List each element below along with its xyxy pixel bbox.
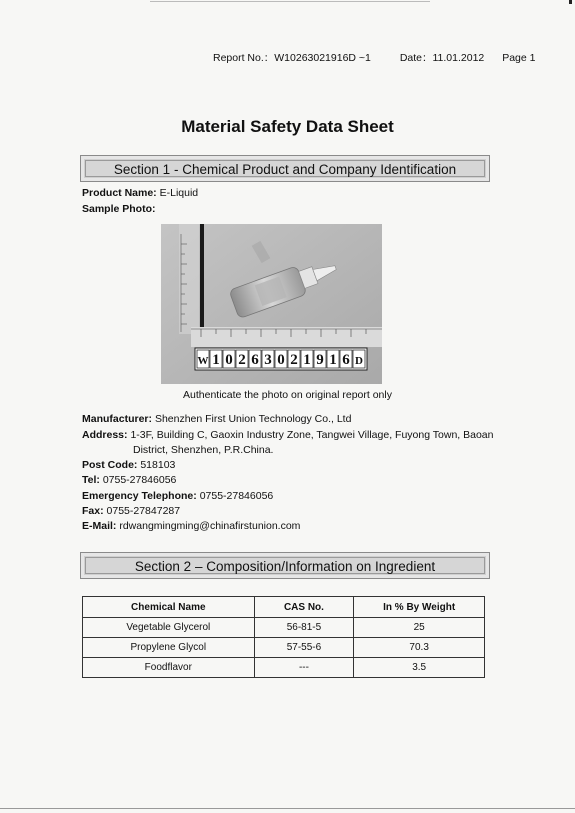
address-line-2 bbox=[133, 444, 273, 456]
table-row bbox=[83, 658, 485, 678]
product-name-value: E-Liquid bbox=[159, 187, 199, 199]
stamp-char: 2 bbox=[238, 352, 246, 368]
stamp-char: 2 bbox=[290, 352, 298, 368]
scan-edge-top bbox=[150, 1, 430, 2]
manufacturer-line bbox=[82, 413, 351, 425]
photo-stamp-strip bbox=[195, 348, 367, 370]
product-name-line bbox=[82, 187, 198, 199]
stamp-char: 6 bbox=[342, 352, 350, 368]
cell-chemical-name: Propylene Glycol bbox=[83, 638, 255, 658]
section-1-heading-bar bbox=[80, 155, 490, 182]
product-name-label: Product Name: bbox=[82, 187, 157, 199]
document-title: Material Safety Data Sheet bbox=[181, 117, 394, 136]
stamp-char: 1 bbox=[303, 352, 311, 368]
table-row bbox=[83, 618, 485, 638]
report-number: Report No.：W10263021916D ~1 bbox=[213, 52, 371, 64]
sample-photo-image bbox=[161, 224, 382, 384]
tel-label: Tel: bbox=[82, 474, 100, 486]
stamp-char: D bbox=[355, 355, 363, 367]
post-code-line bbox=[82, 459, 175, 471]
manufacturer-label: Manufacturer: bbox=[82, 413, 153, 425]
ingredients-table bbox=[82, 596, 485, 678]
sample-photo bbox=[161, 224, 382, 384]
report-date: Date：11.01.2012 bbox=[399, 52, 485, 64]
stamp-char: 1 bbox=[212, 352, 220, 368]
address-value-line-1: 1-3F, Building C, Gaoxin Industry Zone, Tangwei Village, Fuyong Town, Baoan bbox=[130, 429, 494, 441]
column-header-chemical-name: Chemical Name bbox=[83, 597, 255, 618]
section-1-heading: Section 1 - Chemical Product and Company Identification bbox=[113, 162, 457, 177]
emergency-value: 0755-27846056 bbox=[199, 490, 274, 502]
stamp-char: 6 bbox=[251, 352, 259, 368]
table-header-row bbox=[83, 597, 485, 618]
cell-cas-no: --- bbox=[254, 658, 354, 678]
cell-chemical-name: Vegetable Glycerol bbox=[83, 618, 255, 638]
email-line bbox=[82, 520, 300, 532]
stamp-char: 1 bbox=[329, 352, 337, 368]
fax-label: Fax: bbox=[82, 505, 104, 517]
stamp-char: 3 bbox=[264, 352, 272, 368]
sample-photo-line bbox=[82, 203, 156, 215]
page-number: Page 1 bbox=[502, 52, 536, 64]
stamp-char: 9 bbox=[316, 352, 324, 368]
email-value: rdwangmingming@chinafirstunion.com bbox=[119, 520, 301, 532]
address-label: Address: bbox=[82, 429, 128, 441]
cell-cas-no: 56-81-5 bbox=[254, 618, 354, 638]
fax-line bbox=[82, 505, 180, 517]
cell-weight-percent: 25 bbox=[354, 618, 485, 638]
table-row bbox=[83, 638, 485, 658]
cell-weight-percent: 70.3 bbox=[354, 638, 485, 658]
column-header-cas-no: CAS No. bbox=[254, 597, 354, 618]
scan-corner-mark bbox=[569, 0, 572, 4]
cell-chemical-name: Foodflavor bbox=[83, 658, 255, 678]
tel-line bbox=[82, 474, 176, 486]
cell-cas-no: 57-55-6 bbox=[254, 638, 354, 658]
address-value-line-2: District, Shenzhen, P.R.China. bbox=[133, 444, 274, 456]
address-line bbox=[82, 429, 494, 441]
stamp-char: 0 bbox=[225, 352, 233, 368]
cell-weight-percent: 3.5 bbox=[354, 658, 485, 678]
stamp-char: W bbox=[197, 355, 209, 367]
photo-caption: Authenticate the photo on original report only bbox=[183, 389, 392, 401]
manufacturer-value: Shenzhen First Union Technology Co., Ltd bbox=[154, 413, 352, 425]
column-header-weight-percent: In % By Weight bbox=[354, 597, 485, 618]
post-code-label: Post Code: bbox=[82, 459, 138, 471]
sample-photo-label: Sample Photo: bbox=[82, 203, 156, 215]
fax-value: 0755-27847287 bbox=[106, 505, 181, 517]
scan-edge-bottom bbox=[0, 808, 575, 809]
emergency-label: Emergency Telephone: bbox=[82, 490, 197, 502]
emergency-line bbox=[82, 490, 273, 502]
stamp-char: 0 bbox=[277, 352, 285, 368]
post-code-value: 518103 bbox=[140, 459, 176, 471]
email-label: E-Mail: bbox=[82, 520, 117, 532]
section-2-heading-bar bbox=[80, 552, 490, 579]
section-2-heading: Section 2 – Composition/Information on Ingredient bbox=[134, 559, 436, 574]
tel-value: 0755-27846056 bbox=[102, 474, 177, 486]
report-header bbox=[213, 50, 535, 65]
